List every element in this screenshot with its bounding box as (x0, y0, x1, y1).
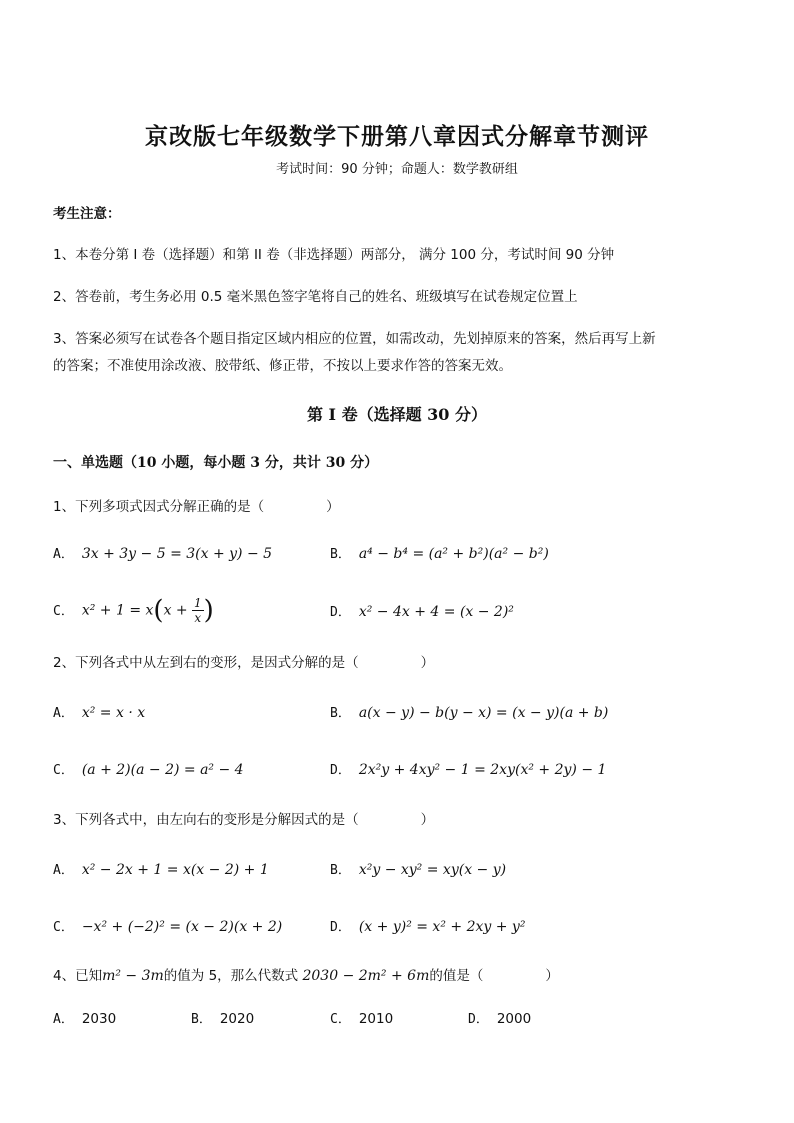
q1-option-d[interactable] (330, 601, 514, 620)
question-3-paren: ） (420, 812, 435, 828)
option-expression: x² − 2x + 1 = x(x − 2) + 1 (81, 862, 269, 878)
question-4-paren: ） (545, 968, 559, 984)
question-2-stem (53, 651, 434, 671)
option-expression: x² − 4x + 4 = (x − 2)² (358, 604, 514, 620)
option-label: D． (330, 920, 351, 935)
question-4-text-b: 的值为 5，那么代数式 (163, 968, 299, 984)
option-label: C． (53, 920, 74, 935)
option-value: 2010 (358, 1011, 394, 1027)
q3-option-a[interactable] (53, 859, 269, 878)
q3-option-c[interactable] (53, 916, 282, 935)
left-paren: ( (153, 595, 164, 626)
q4-option-d[interactable] (468, 1008, 531, 1027)
option-expression: (a + 2)(a − 2) = a² − 4 (81, 762, 244, 778)
option-expression: (x + y)² = x² + 2xy + y² (358, 919, 526, 935)
option-label: A． (53, 1012, 74, 1027)
section-title: 第 I 卷（选择题 30 分） (306, 405, 488, 424)
option-label: D． (330, 763, 351, 778)
q2-option-b[interactable] (330, 702, 608, 721)
notice-item-3: 3、答案必须写在试卷各个题目指定区域内相应的位置，如需改动，先划掉原来的答案，然后再写上新 (53, 331, 656, 347)
q4-option-c[interactable] (330, 1008, 393, 1027)
question-1-paren: ） (326, 499, 340, 515)
option-expression-mid: x + (163, 602, 188, 619)
option-label: B． (191, 1012, 212, 1027)
option-label: B． (330, 706, 351, 721)
part-title: 一、单选题（10 小题，每小题 3 分，共计 30 分） (53, 455, 379, 471)
option-label: B． (330, 863, 351, 878)
q2-option-a[interactable] (53, 702, 145, 721)
option-expression: x² = x · x (81, 705, 146, 721)
option-label: B． (330, 547, 351, 562)
option-value: 2000 (496, 1011, 532, 1027)
question-1-stem (53, 495, 340, 515)
option-label: A． (53, 547, 74, 562)
q3-option-d[interactable] (330, 916, 525, 935)
q1-option-c[interactable] (53, 596, 214, 625)
notice-item-2: 2、答卷前，考生务必用 0.5 毫米黑色签字笔将自己的姓名、班级填写在试卷规定位置上 (53, 289, 578, 305)
notice-item-1: 1、本卷分第 I 卷（选择题）和第 II 卷（非选择题）两部分， 满分 100 分，考试时间 90 分钟 (53, 247, 615, 263)
q1-option-b[interactable] (330, 543, 549, 562)
q2-option-d[interactable] (330, 759, 606, 778)
option-label: A． (53, 706, 74, 721)
q2-option-c[interactable] (53, 759, 244, 778)
question-2-paren: ） (420, 655, 435, 671)
page-title: 京改版七年级数学下册第八章因式分解章节测评 (145, 123, 649, 150)
fraction-denominator: x (194, 611, 202, 625)
q4-option-b[interactable] (191, 1008, 254, 1027)
question-3-stem (53, 808, 434, 828)
option-expression: 2x²y + 4xy² − 1 = 2xy(x² + 2y) − 1 (358, 762, 607, 778)
question-4-expression-2: 2030 − 2m² + 6m (302, 968, 430, 984)
exam-info: 考试时间：90 分钟；命题人：数学教研组 (276, 162, 518, 177)
fraction (192, 596, 204, 625)
option-expression: x²y − xy² = xy(x − y) (358, 862, 507, 878)
notice-heading: 考生注意： (53, 206, 121, 222)
question-4-stem (53, 964, 559, 984)
question-4-expression-1: m² − 3m (102, 968, 164, 984)
right-paren: ) (203, 595, 214, 626)
question-4-text-a: 4、已知 (53, 968, 103, 984)
option-expression: 3x + 3y − 5 = 3(x + y) − 5 (81, 546, 273, 562)
fraction-numerator: 1 (193, 596, 202, 610)
notice-item-3-cont: 的答案；不准使用涂改液、胶带纸、修正带，不按以上要求作答的答案无效。 (53, 358, 512, 374)
question-2-text: 2、下列各式中从左到右的变形，是因式分解的是（ (53, 655, 359, 671)
option-label: D． (468, 1012, 489, 1027)
option-value: 2030 (81, 1011, 117, 1027)
option-label: C． (53, 603, 74, 619)
question-4-text-c: 的值是（ (429, 968, 484, 984)
option-value: 2020 (219, 1011, 255, 1027)
question-3-text: 3、下列各式中，由左向右的变形是分解因式的是（ (53, 812, 359, 828)
option-label: C． (53, 763, 74, 778)
option-expression: −x² + (−2)² = (x − 2)(x + 2) (81, 919, 283, 935)
option-label: D． (330, 605, 351, 620)
option-expression: x² + 1 = x (81, 602, 154, 619)
option-expression: a(x − y) − b(y − x) = (x − y)(a + b) (358, 705, 609, 721)
q3-option-b[interactable] (330, 859, 506, 878)
option-label: C． (330, 1012, 351, 1027)
question-1-text: 1、下列多项式因式分解正确的是（ (53, 499, 265, 515)
option-label: A． (53, 863, 74, 878)
q1-option-a[interactable] (53, 543, 272, 562)
option-expression: a⁴ − b⁴ = (a² + b²)(a² − b²) (358, 546, 549, 562)
q4-option-a[interactable] (53, 1008, 116, 1027)
